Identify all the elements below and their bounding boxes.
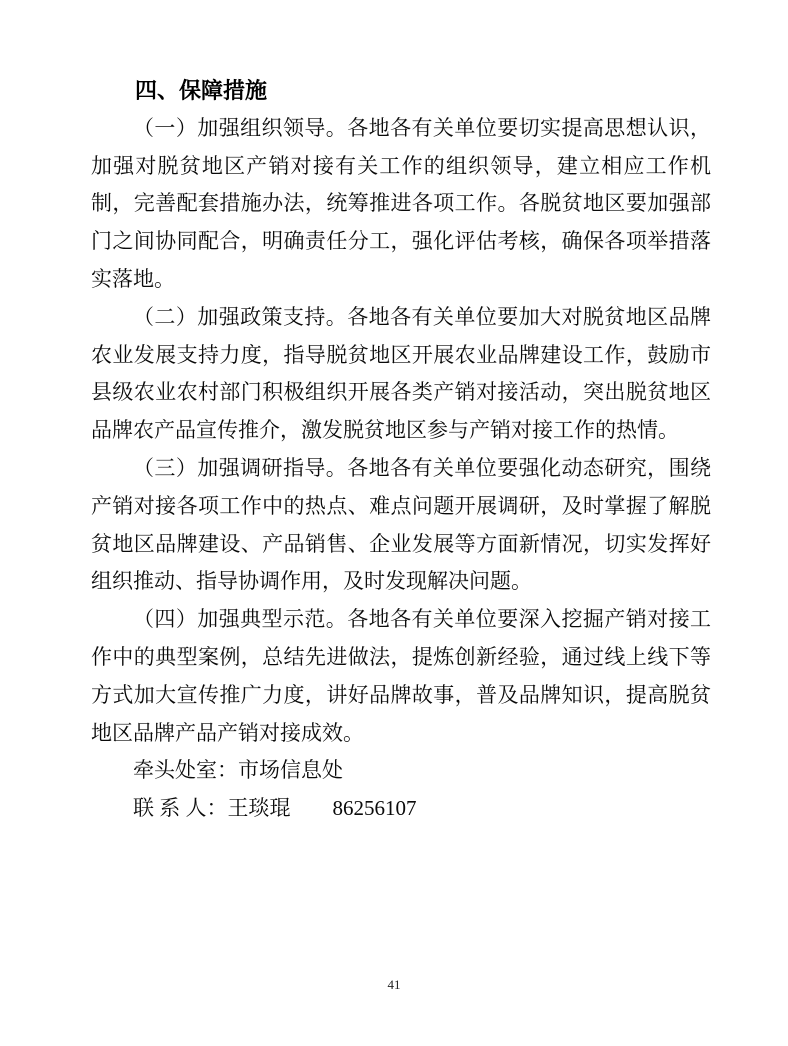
page-number: 41 (387, 977, 401, 992)
section-heading: 四、保障措施 (135, 78, 268, 103)
contact-person-line: 联 系 人：王琰琨 86256107 (133, 796, 417, 821)
paragraph-model-demonstration: （四）加强典型示范。各地各有关单位要深入挖掘产销对接工作中的典型案例，总结先进做法，提炼创新经验，通过线上线下等方式加大宣传推广力度，讲好品牌故事，普及品牌知识，提高脱贫地区品牌产品产销对接成效。 (91, 607, 711, 745)
contact-department-line: 牵头处室：市场信息处 (133, 758, 343, 783)
document-content (91, 72, 711, 828)
paragraph-organizational-leadership: （一）加强组织领导。各地各有关单位要切实提高思想认识，加强对脱贫地区产销对接有关工作的组织领导，建立相应工作机制，完善配套措施办法，统筹推进各项工作。各脱贫地区要加强部门之间协同配合，明确责任分工，强化评估考核，确保各项举措落实落地。 (91, 115, 711, 291)
paragraph-research-guidance: （三）加强调研指导。各地各有关单位要强化动态研究，围绕产销对接各项工作中的热点、难点问题开展调研，及时掌握了解脱贫地区品牌建设、产品销售、企业发展等方面新情况，切实发挥好组织推动、指导协调作用，及时发现解决问题。 (91, 455, 711, 594)
paragraph-policy-support: （二）加强政策支持。各地各有关单位要加大对脱贫地区品牌农业发展支持力度，指导脱贫地区开展农业品牌建设工作，鼓励市县级农业农村部门积极组织开展各类产销对接活动，突出脱贫地区品牌农产品宣传推介，激发脱贫地区参与产销对接工作的热情。 (91, 304, 711, 443)
